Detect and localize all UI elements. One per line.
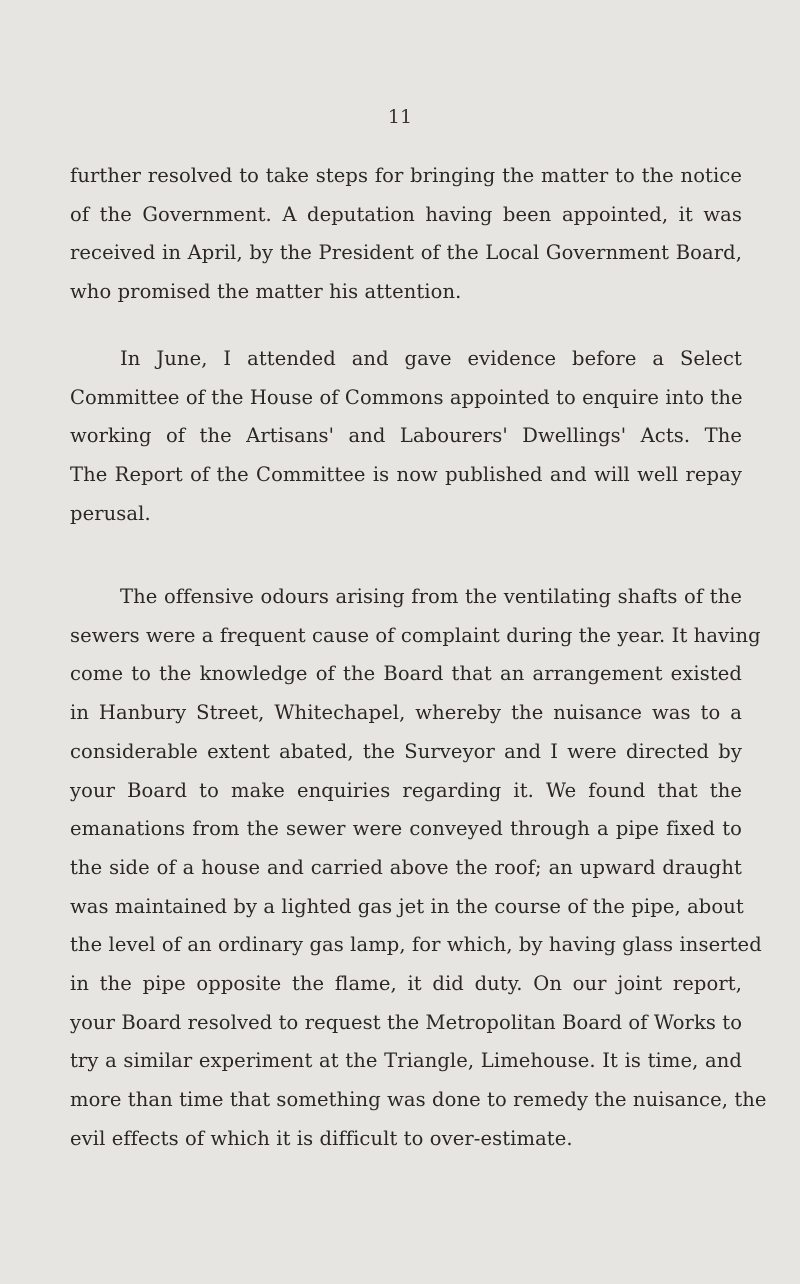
text-line: more than time that something was done to remedy the nuisance, the	[70, 1088, 767, 1112]
text-line: who promised the matter his attention.	[70, 280, 462, 304]
text-line: evil effects of which it is difficult to over-estimate.	[70, 1126, 573, 1150]
page-number: 11	[387, 106, 413, 128]
text-line: in Hanbury Street, Whitechapel, whereby the nuisance was to a	[70, 701, 742, 725]
text-line: was maintained by a lighted gas jet in the course of the pipe, about	[70, 894, 744, 918]
paragraph-select-committee	[70, 340, 742, 534]
text-line: the side of a house and carried above the roof; an upward draught	[70, 855, 742, 879]
text-line: perusal.	[70, 501, 151, 525]
text-line: The offensive odours arising from the ventilating shafts of the	[120, 585, 742, 608]
text-line: received in April, by the President of the Local Government Board,	[70, 241, 742, 265]
text-line: emanations from the sewer were conveyed through a pipe fixed to	[70, 817, 742, 841]
text-line: your Board resolved to request the Metropolitan Board of Works to	[70, 1010, 743, 1034]
text-line: the level of an ordinary gas lamp, for which, by having glass inserted	[70, 933, 762, 957]
text-line: further resolved to take steps for bringing the matter to the notice	[70, 164, 742, 187]
text-line: working of the Artisans' and Labourers' Dwellings' Acts. The	[70, 424, 742, 448]
text-line: come to the knowledge of the Board that an arrangement existed	[70, 662, 742, 686]
text-line: of the Government. A deputation having been appointed, it was	[70, 202, 742, 226]
text-line: considerable extent abated, the Surveyor and I were directed by	[70, 739, 742, 763]
text-line: In June, I attended and gave evidence before a Select	[120, 347, 742, 370]
text-line: in the pipe opposite the flame, it did duty. On our joint report,	[70, 972, 742, 996]
paragraph-sewer-odours	[70, 578, 767, 1159]
text-line: try a similar experiment at the Triangle, Limehouse. It is time, and	[70, 1049, 742, 1073]
text-line: The Report of the Committee is now published and will well repay	[70, 463, 742, 487]
text-line: Committee of the House of Commons appointed to enquire into the	[70, 385, 743, 409]
paragraph-deputation	[70, 157, 742, 312]
text-line: your Board to make enquiries regarding it. We found that the	[70, 778, 742, 802]
text-line: sewers were a frequent cause of complaint during the year. It having	[70, 623, 761, 647]
